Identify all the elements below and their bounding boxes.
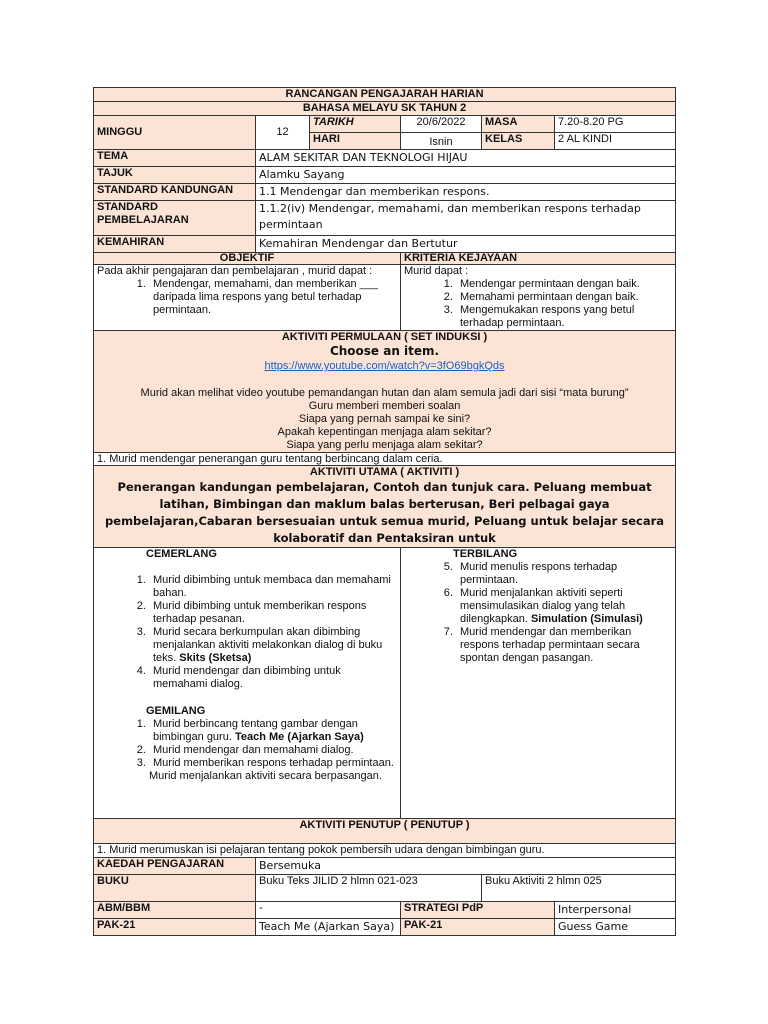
cemerlang-gemilang-column xyxy=(94,548,401,819)
cemerlang-item: 1. Murid dibimbing untuk membaca dan memahami bahan. xyxy=(149,574,397,600)
kemahiran-value: Kemahiran Mendengar dan Bertutur xyxy=(256,236,676,253)
permulaan-heading: AKTIVITI PERMULAAN ( SET INDUKSI ) xyxy=(281,331,488,343)
cemerlang-title: CEMERLANG xyxy=(146,548,217,560)
terbilang-title: TERBILANG xyxy=(453,548,518,560)
gemilang-item: 1. Murid berbincang tentang gambar dengan bimbingan guru. Teach Me (Ajarkan Saya) xyxy=(149,718,397,744)
objektif-label: OBJEKTIF xyxy=(94,253,401,265)
penutup-heading: AKTIVITI PENUTUP ( PENUTUP ) xyxy=(94,819,676,844)
cemerlang-item: 4. Murid mendengar dan dibimbing untuk memahami dialog. xyxy=(149,665,397,691)
cemerlang-item: 2. Murid dibimbing untuk memberikan respons terhadap pesanan. xyxy=(149,600,397,626)
hari-value: Isnin xyxy=(401,133,482,150)
objektif-content xyxy=(94,265,401,331)
page-title: RANCANGAN PENGAJARAH HARIAN xyxy=(94,88,676,102)
youtube-link[interactable]: https://www.youtube.com/watch?v=3fO69bgkQds xyxy=(264,360,505,372)
terbilang-item: 5. Murid menulis respons terhadap permintaan. xyxy=(456,561,672,587)
permulaan-section xyxy=(94,331,676,453)
pak21-label-2: PAK-21 xyxy=(401,919,555,936)
gemilang-extra: Murid menjalankan aktiviti secara berpasangan. xyxy=(149,770,382,782)
kriteria-item: 1. Mendengar permintaan dengan baik. xyxy=(456,278,672,291)
kemahiran-label: KEMAHIRAN xyxy=(94,236,256,253)
buku-value-teks: Buku Teks JILID 2 hlmn 021-023 xyxy=(256,875,482,902)
utama-heading: AKTIVITI UTAMA ( AKTIVITI ) xyxy=(309,466,460,478)
kriteria-intro: Murid dapat : xyxy=(404,265,469,277)
utama-section xyxy=(94,466,676,548)
lesson-plan-table xyxy=(93,87,676,936)
utama-description: Penerangan kandungan pembelajaran, Contoh dan tunjuk cara. Peluang membuat latihan, Bimbingan dan maklum balas berterusan, Beri pelbagai gaya pembelajaran,Cabaran bersesuaian untuk semua murid, Peluang untuk belajar secara kolaboratif dan Pentaksiran untuk xyxy=(105,480,665,545)
buku-label: BUKU xyxy=(94,875,256,902)
terbilang-item: 7. Murid mendengar dan memberikan respons terhadap permintaan secara spontan dengan pasangan. xyxy=(456,626,672,665)
tajuk-value: Alamku Sayang xyxy=(256,167,676,184)
kriteria-label: KRITERIA KEJAYAAN xyxy=(401,253,676,265)
pak21-value: Teach Me (Ajarkan Saya) xyxy=(256,919,401,936)
choose-item: Choose an item. xyxy=(329,344,440,358)
page-subtitle: BAHASA MELAYU SK TAHUN 2 xyxy=(94,102,676,116)
kaedah-label: KAEDAH PENGAJARAN xyxy=(94,858,256,875)
minggu-label: MINGGU xyxy=(94,116,256,150)
buku-value-aktiviti: Buku Aktiviti 2 hlmn 025 xyxy=(482,875,676,902)
permulaan-line: Siapa yang pernah sampai ke sini? xyxy=(298,413,471,425)
kelas-label: KELAS xyxy=(482,133,555,150)
minggu-value: 12 xyxy=(256,116,310,150)
permulaan-line: Apakah kepentingan menjaga alam sekitar? xyxy=(277,426,492,438)
kriteria-content xyxy=(401,265,676,331)
penutup-note: 1. Murid merumuskan isi pelajaran tentang pokok pembersih udara dengan bimbingan guru. xyxy=(94,844,676,858)
standard-pembelajaran-value: 1.1.2(iv) Mendengar, memahami, dan memberikan respons terhadap permintaan xyxy=(256,201,676,236)
permulaan-line: Siapa yang perlu menjaga alam sekitar? xyxy=(286,439,483,451)
standard-kandungan-value: 1.1 Mendengar dan memberikan respons. xyxy=(256,184,676,201)
permulaan-line: Murid akan melihat video youtube pemandangan hutan dan alam semula jadi dari sisi “mata burung” xyxy=(140,387,629,399)
permulaan-line: Guru memberi memberi soalan xyxy=(308,400,461,412)
abm-label: ABM/BBM xyxy=(94,902,256,919)
kaedah-value: Bersemuka xyxy=(256,858,676,875)
kelas-value: 2 AL KINDI xyxy=(555,133,676,150)
strategi-label: STRATEGI PdP xyxy=(401,902,555,919)
cemerlang-item: 3. Murid secara berkumpulan akan dibimbing menjalankan aktiviti melakonkan dialog di buku teks. Skits (Sketsa) xyxy=(149,626,397,665)
gemilang-item: 2. Murid mendengar dan memahami dialog. xyxy=(149,744,397,757)
objektif-intro: Pada akhir pengajaran dan pembelajaran , murid dapat : xyxy=(97,265,373,277)
kriteria-item: 2. Memahami permintaan dengan baik. xyxy=(456,291,672,304)
tajuk-label: TAJUK xyxy=(94,167,256,184)
masa-value: 7.20-8.20 PG xyxy=(555,116,676,133)
tarikh-label: TARIKH xyxy=(310,116,401,133)
kriteria-item: 3. Mengemukakan respons yang betul terhadap permintaan. xyxy=(456,304,672,330)
permulaan-note: 1. Murid mendengar penerangan guru tentang berbincang dalam ceria. xyxy=(94,453,676,466)
tarikh-value: 20/6/2022 xyxy=(401,116,482,133)
strategi-value: Interpersonal xyxy=(555,902,676,919)
terbilang-column xyxy=(401,548,676,819)
standard-kandungan-label: STANDARD KANDUNGAN xyxy=(94,184,256,201)
tema-label: TEMA xyxy=(94,150,256,167)
hari-label: HARI xyxy=(310,133,401,150)
lesson-plan xyxy=(93,87,675,936)
gemilang-title: GEMILANG xyxy=(146,705,206,717)
terbilang-item: 6. Murid menjalankan aktiviti seperti mensimulasikan dialog yang telah dilengkapkan. Simulation (Simulasi) xyxy=(456,587,672,626)
gemilang-item: 3. Murid memberikan respons terhadap permintaan. xyxy=(149,757,397,770)
tema-value: ALAM SEKITAR DAN TEKNOLOGI HIJAU xyxy=(256,150,676,167)
objektif-item: 1. Mendengar, memahami, dan memberikan ___ daripada lima respons yang betul terhadap permintaan. xyxy=(149,278,397,317)
pak21-label: PAK-21 xyxy=(94,919,256,936)
standard-pembelajaran-label: STANDARD PEMBELAJARAN xyxy=(94,201,256,236)
pak21-value-2: Guess Game xyxy=(555,919,676,936)
masa-label: MASA xyxy=(482,116,555,133)
abm-value: - xyxy=(256,902,401,919)
